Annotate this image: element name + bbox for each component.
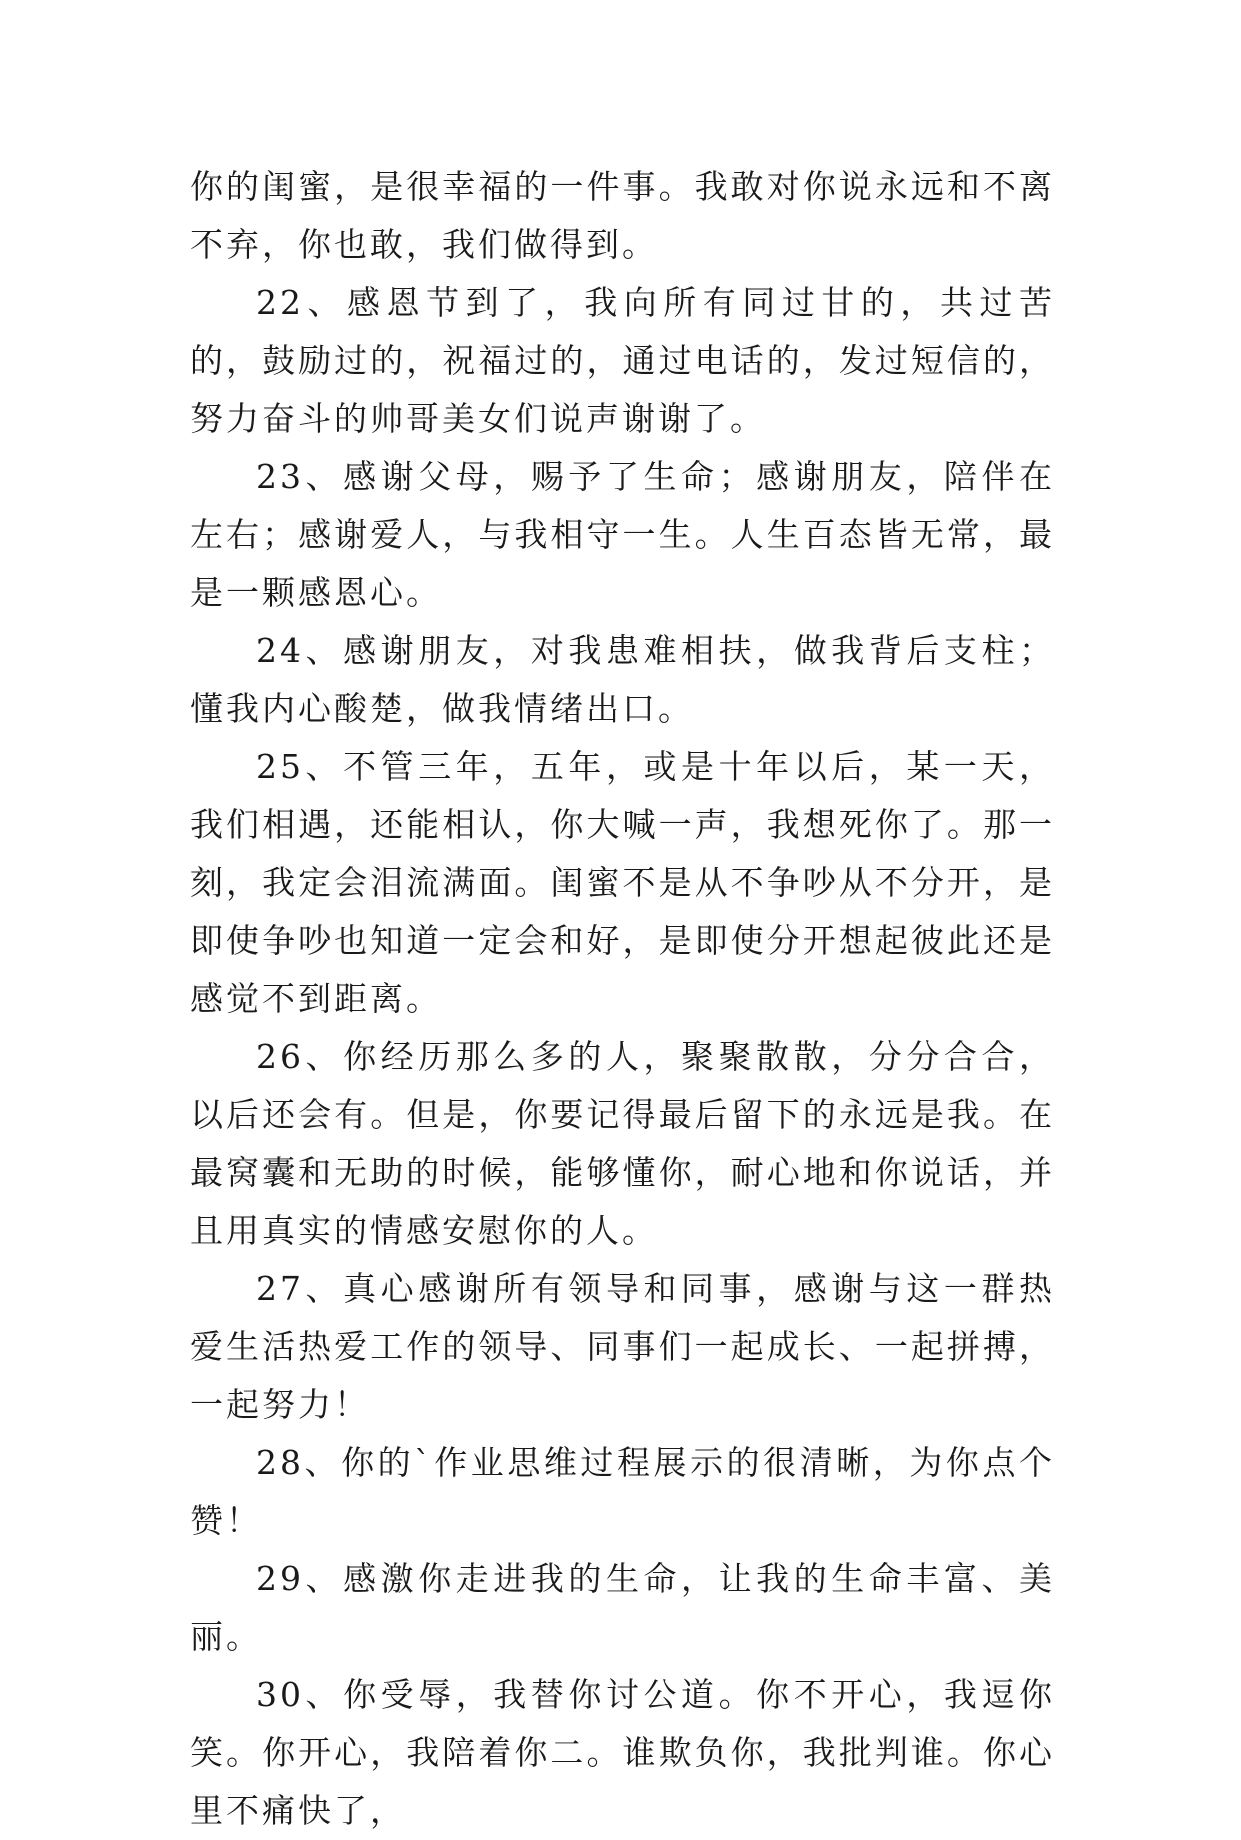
document-body: [190, 158, 1055, 1840]
paragraph-26: 26、你经历那么多的人，聚聚散散，分分合合，以后还会有。但是，你要记得最后留下的永远是我。在最窝囊和无助的时候，能够懂你，耐心地和你说话，并且用真实的情感安慰你的人。: [190, 1037, 1055, 1250]
paragraph-30: 30、你受辱，我替你讨公道。你不开心，我逗你笑。你开心，我陪着你二。谁欺负你，我批判谁。你心里不痛快了，: [190, 1675, 1055, 1830]
paragraph-29: 29、感激你走进我的生命，让我的生命丰富、美丽。: [190, 1559, 1055, 1656]
paragraph-continued: 你的闺蜜，是很幸福的一件事。我敢对你说永远和不离不弃，你也敢，我们做得到。: [190, 167, 1055, 264]
paragraph-25: 25、不管三年，五年，或是十年以后，某一天，我们相遇，还能相认，你大喊一声，我想死你了。那一刻，我定会泪流满面。闺蜜不是从不争吵从不分开，是即使争吵也知道一定会和好，是即使分开想起彼此还是感觉不到距离。: [190, 747, 1055, 1018]
paragraph-22: 22、感恩节到了，我向所有同过甘的，共过苦的，鼓励过的，祝福过的，通过电话的，发过短信的，努力奋斗的帅哥美女们说声谢谢了。: [190, 283, 1055, 438]
paragraph-23: 23、感谢父母，赐予了生命；感谢朋友，陪伴在左右；感谢爱人，与我相守一生。人生百态皆无常，最是一颗感恩心。: [190, 457, 1055, 612]
paragraph-28: 28、你的`作业思维过程展示的很清晰，为你点个赞！: [190, 1443, 1055, 1540]
paragraph-24: 24、感谢朋友，对我患难相扶，做我背后支柱；懂我内心酸楚，做我情绪出口。: [190, 631, 1055, 728]
paragraph-27: 27、真心感谢所有领导和同事，感谢与这一群热爱生活热爱工作的领导、同事们一起成长、一起拼搏，一起努力！: [190, 1269, 1055, 1424]
